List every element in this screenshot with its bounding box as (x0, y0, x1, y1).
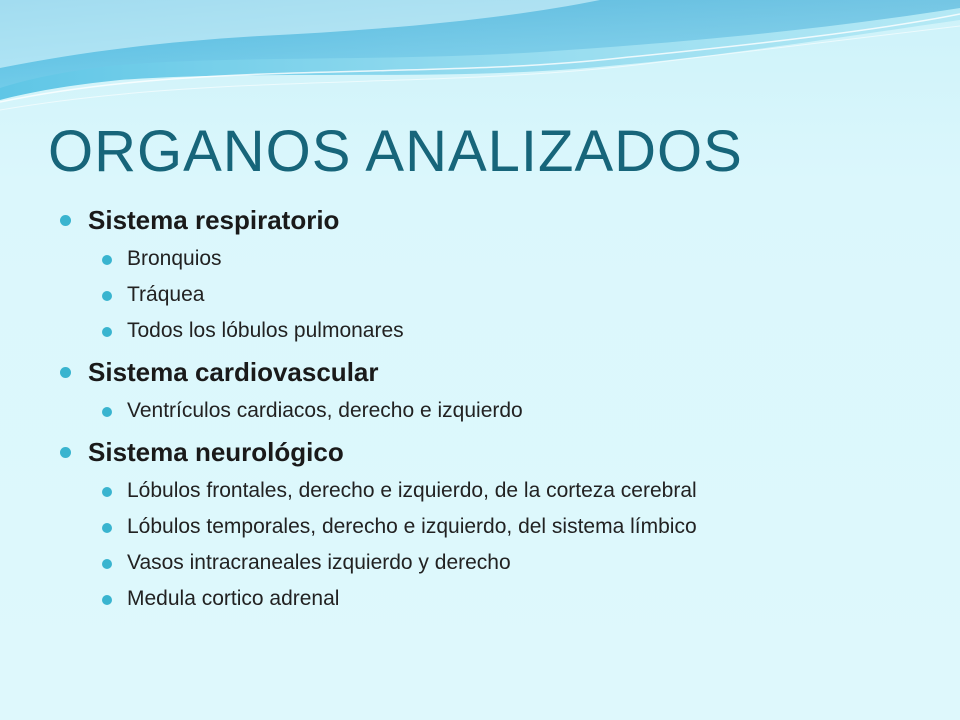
list-item-heading (60, 204, 920, 236)
list-item-text: Tráquea (127, 283, 205, 306)
bullet-icon (60, 367, 71, 378)
bullet-icon (102, 595, 112, 605)
bullet-icon (102, 487, 112, 497)
bullet-icon (102, 523, 112, 533)
list-item-text: Ventrículos cardiacos, derecho e izquierdo (127, 399, 523, 422)
bullet-icon (102, 407, 112, 417)
list-item-text: Vasos intracraneales izquierdo y derecho (127, 551, 511, 574)
bullet-icon (60, 215, 71, 226)
list-item (60, 280, 920, 310)
section-heading: Sistema respiratorio (88, 205, 340, 235)
list-item-text: Medula cortico adrenal (127, 587, 340, 610)
bullet-icon (102, 327, 112, 337)
wave-header-decoration (0, 0, 960, 120)
list-item (60, 548, 920, 578)
list-item (60, 476, 920, 506)
bullet-list (60, 204, 920, 614)
list-item (60, 244, 920, 274)
bullet-icon (102, 559, 112, 569)
list-item-text: Lóbulos frontales, derecho e izquierdo, de la corteza cerebral (127, 479, 697, 502)
slide-title: ORGANOS ANALIZADOS (48, 119, 743, 184)
list-item (60, 316, 920, 346)
list-item (60, 396, 920, 426)
bullet-icon (60, 447, 71, 458)
list-item-text: Bronquios (127, 247, 222, 270)
list-item (60, 512, 920, 542)
bullet-icon (102, 255, 112, 265)
section-heading: Sistema cardiovascular (88, 357, 379, 387)
list-item-text: Lóbulos temporales, derecho e izquierdo, del sistema límbico (127, 515, 697, 538)
bullet-icon (102, 291, 112, 301)
list-item-heading (60, 356, 920, 388)
section-heading: Sistema neurológico (88, 437, 344, 467)
list-item-heading (60, 436, 920, 468)
list-item-text: Todos los lóbulos pulmonares (127, 319, 404, 342)
list-item (60, 584, 920, 614)
